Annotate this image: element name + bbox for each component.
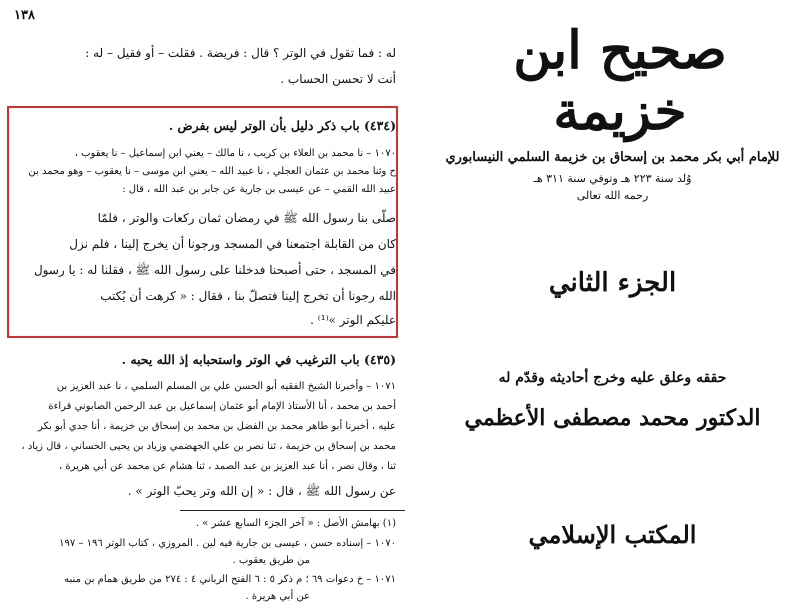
matn-line: عليكم الوتر »⁽¹⁾ . [310, 313, 396, 327]
right-page [420, 0, 792, 612]
publisher-name: المكتب الإسلامي [528, 520, 697, 549]
footnote: من طريق يعقوب . [232, 555, 310, 566]
chapter-435-line: ثنا ، وقال نصر ، أنا عبد العزيز بن عبد الصمد ، ثنا هشام عن محمد عن أبي هريرة ، [58, 461, 396, 472]
matn-line: صلّى بنا رسول الله ﷺ في رمضان ثمان ركعات والوتر ، فلمّا [97, 211, 396, 225]
chapter-434-heading: (٤٣٤) باب ذكر دليل بأن الوتر ليس بفرض . [168, 118, 396, 133]
chapter-435-line: عن رسول الله ﷺ ، قال : « إن الله وتر يحبّ الوتر » . [127, 484, 396, 498]
chapter-435-line: أحمد بن محمد ، أنا الأستاذ الإمام أبو عثمان إسماعيل بن عبد الرحمن الصابوني قراءة [48, 401, 396, 412]
editor-name: الدكتور محمد مصطفى الأعظمي [464, 405, 761, 431]
footnote: عن أبي هريرة . [245, 591, 310, 602]
footnote-rule [180, 510, 405, 511]
mercy-line: رحمه الله تعالى [576, 189, 649, 202]
chapter-435-heading: (٤٣٥) باب الترغيب في الوتر واستحبابه إذ الله يحبه . [121, 352, 396, 367]
chapter-435-line: محمد بن إسحاق بن خزيمة ، ثنا نصر بن علي الجهضمي وزياد بن يحيى الحساني ، قال زياد ، [21, 441, 396, 452]
isnad-line: عبيد الله القمي – عن عيسى بن جارية عن جابر بن عبد الله ، قال : [122, 184, 396, 195]
matn-line: الله رجونا أن تخرج إلينا فتصلّ بنا ، فقال : « كرهت أن يُكتب [100, 289, 396, 303]
author-line: للإمام أبي بكر محمد بن إسحاق بن خزيمة السلمي النيسابوري [445, 150, 780, 165]
top-line: له : فما تقول في الوتر ؟ قال : فريضة . فقلت – أو فقيل – له : [85, 46, 396, 60]
footnote: ١٠٧١ – خ دعوات ٦٩ ؛ م ذكر ٥ : ٦ الفتح الرباني ٤ : ٢٧٤ من طريق همام بن منبه [64, 574, 396, 585]
book-title: صحيح ابن خزيمة [513, 20, 727, 142]
dates-line: وُلد سنة ٢٢٣ هـ وتوفي سنة ٣١١ هـ [533, 172, 692, 185]
footnote: (١) بهامش الأصل : « آخر الجزء السابع عشر » . [195, 518, 396, 529]
page-number: ١٣٨ [14, 8, 35, 23]
matn-line: في المسجد ، حتى أصبحنا فدخلنا على رسول الله ﷺ ، فقلنا له : يا رسول [33, 263, 396, 277]
footnote: ١٠٧٠ – إسناده حسن ، عيسى بن جارية فيه لين . المروزي ، كتاب الوتر ١٩٦ – ١٩٧ [59, 538, 396, 549]
chapter-435-line: ١٠٧١ – وأخبرنا الشيخ الفقيه أبو الحسن علي بن المسلم السلمي ، نا عبد العزيز بن [56, 381, 396, 392]
volume-title: الجزء الثاني [548, 268, 677, 298]
editor-intro: حققه وعلق عليه وخرج أحاديثه وقدّم له [498, 370, 727, 386]
chapter-435-line: عليه ، أخبرنا أبو طاهر محمد بن الفضل بن محمد بن إسحاق بن خزيمة ، أنا جدي أبو بكر [37, 421, 396, 432]
isnad-line: ح وثنا محمد بن عثمان العجلي ، نا عبيد الله – يعني ابن موسى – نا يعقوب – وهو محمد بن [28, 166, 396, 177]
matn-line: كان من القابلة اجتمعنا في المسجد ورجونا أن يخرج إلينا ، فلم نزل [69, 237, 396, 251]
top-line: أنت لا تحسن الحساب . [280, 72, 396, 86]
isnad-line: ١٠٧٠ – نا محمد بن العلاء بن كريب ، نا مالك – يعني ابن إسماعيل – نا يعقوب ، [74, 148, 396, 159]
